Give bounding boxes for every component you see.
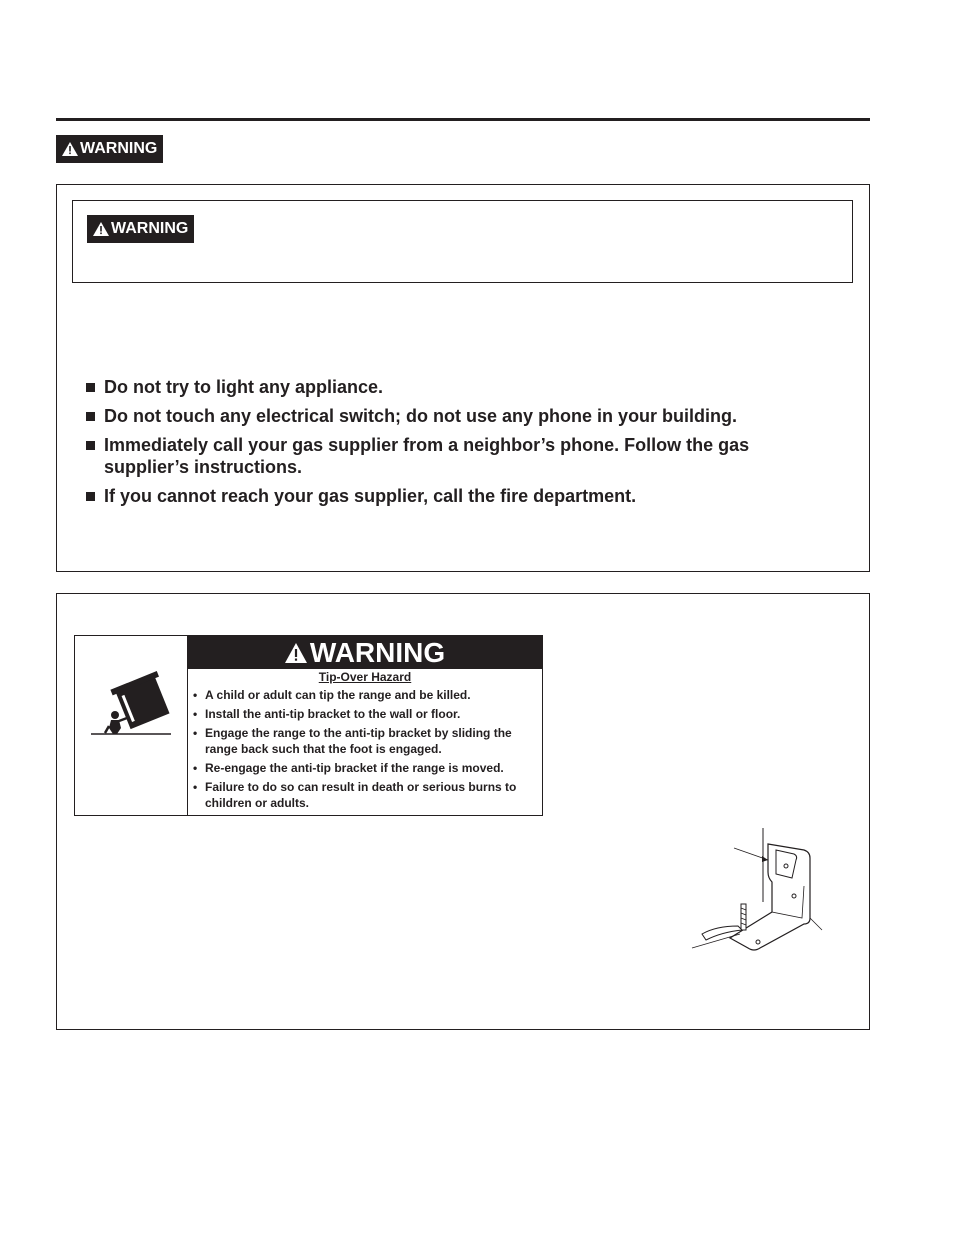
list-item <box>86 376 826 398</box>
list-item-text: A child or adult can tip the range and be killed. <box>205 688 471 702</box>
warning-triangle-icon <box>285 643 307 663</box>
list-item-text: Re-engage the anti-tip bracket if the range is moved. <box>205 761 504 775</box>
square-bullet-icon <box>86 383 95 392</box>
bullet-dot: • <box>193 780 198 794</box>
warning-badge-gas <box>87 215 194 243</box>
hazard-title: Tip-Over Hazard <box>318 670 412 684</box>
list-item-text: Engage the range to the anti-tip bracket by sliding the range back such that the foot is engaged. <box>205 726 512 756</box>
anti-tip-bracket-illustration <box>686 826 826 966</box>
list-item-text: Immediately call your gas supplier from a neighbor’s phone. Follow the gas supplier’s instructions. <box>104 435 750 477</box>
list-item-text: Failure to do so can result in death or serious burns to children or adults. <box>205 780 517 810</box>
warning-header <box>188 636 542 669</box>
gas-instructions-list <box>86 376 826 514</box>
bullet-dot: • <box>193 761 198 775</box>
list-item <box>86 434 826 478</box>
list-item <box>193 687 539 703</box>
square-bullet-icon <box>86 492 95 501</box>
tip-over-warning-label <box>74 635 543 816</box>
warning-triangle-icon <box>93 222 109 236</box>
header-rule <box>56 118 870 121</box>
list-item <box>193 760 539 776</box>
list-item-text: Install the anti-tip bracket to the wall or floor. <box>205 707 461 721</box>
warning-triangle-icon <box>62 142 78 156</box>
list-item <box>86 405 826 427</box>
square-bullet-icon <box>86 441 95 450</box>
bullet-dot: • <box>193 726 198 740</box>
list-item-text: Do not try to light any appliance. <box>104 377 384 397</box>
warning-badge-top <box>56 135 163 163</box>
square-bullet-icon <box>86 412 95 421</box>
pictogram-cell <box>75 636 188 815</box>
list-item <box>193 725 539 757</box>
warning-badge-label: WARNING <box>80 140 158 157</box>
list-item <box>193 779 539 811</box>
warning-badge-label: WARNING <box>111 220 189 237</box>
list-item <box>86 485 826 507</box>
tip-over-pictogram-icon <box>75 636 187 815</box>
list-item-text: Do not touch any electrical switch; do not use any phone in your building. <box>104 406 738 426</box>
warning-header-label: WARNING <box>309 636 446 668</box>
bullet-dot: • <box>193 707 198 721</box>
bullet-dot: • <box>193 688 198 702</box>
list-item <box>193 706 539 722</box>
hazard-list <box>193 687 539 814</box>
list-item-text: If you cannot reach your gas supplier, call the fire department. <box>104 486 637 506</box>
